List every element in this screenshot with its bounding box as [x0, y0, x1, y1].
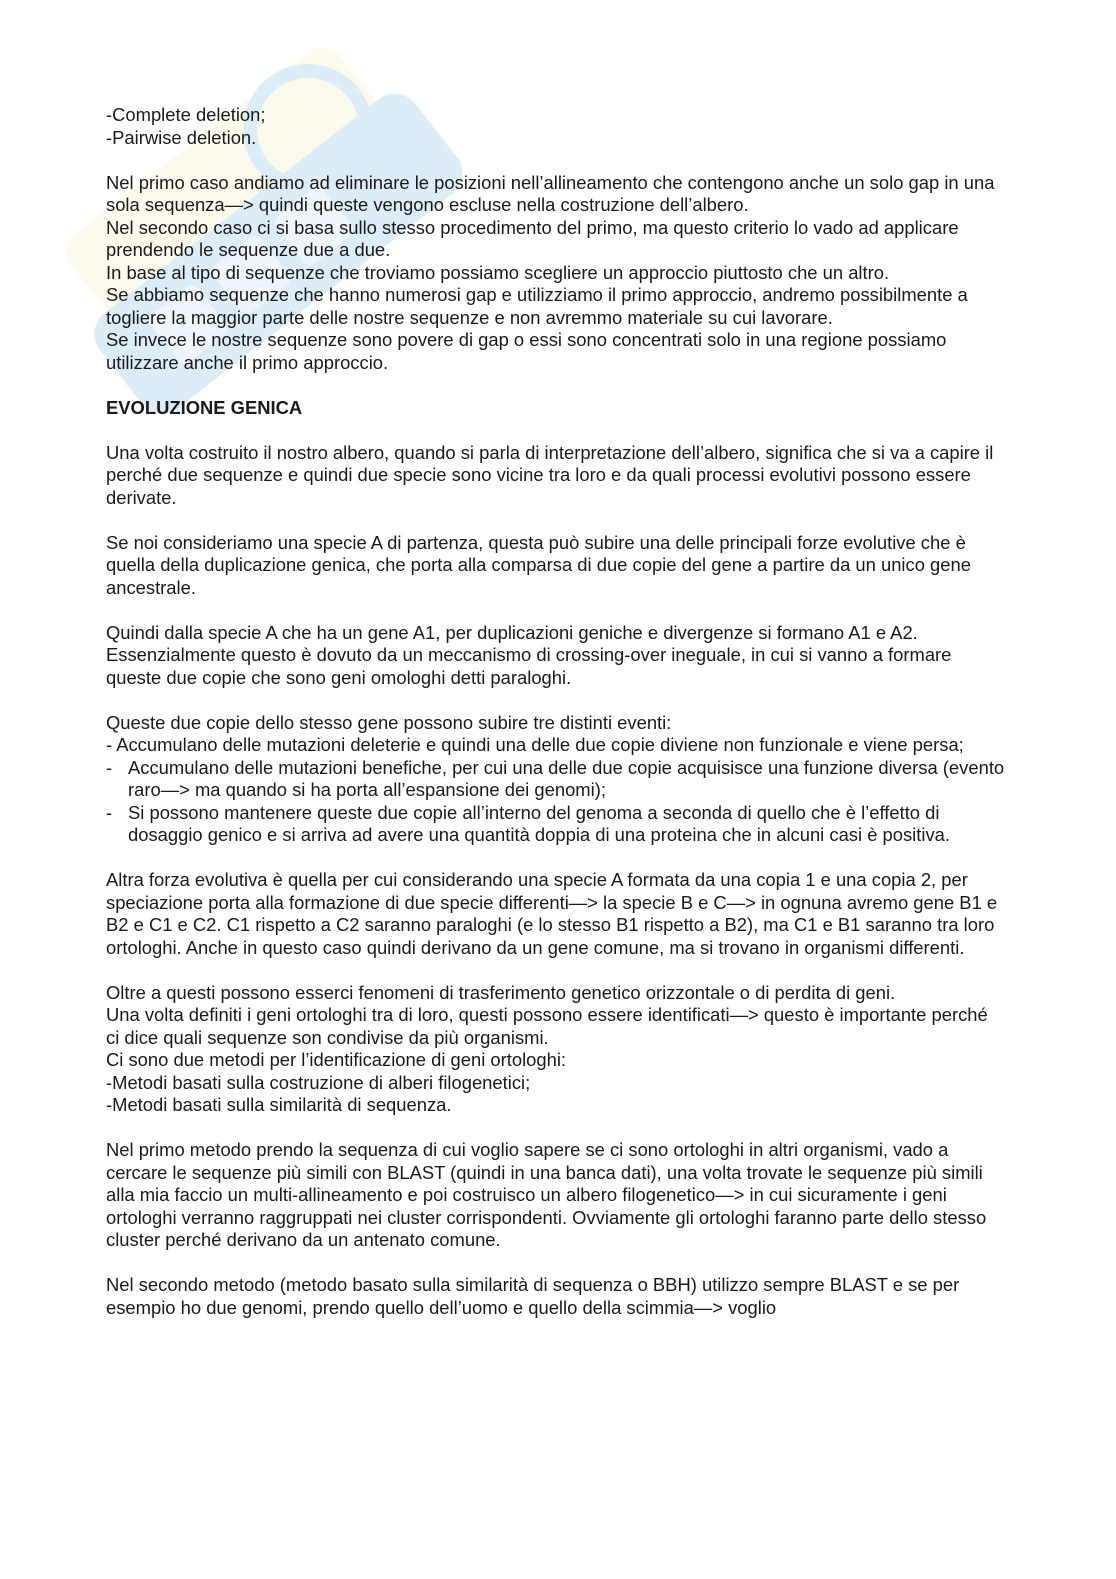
events-intro: Queste due copie dello stesso gene possono subire tre distinti eventi:	[106, 711, 672, 733]
paragraph-events	[106, 712, 1006, 847]
paragraph-speciation: Altra forza evolutiva è quella per cui considerando una specie A formata da una copia 1 e una copia 2, per speciazione porta alla formazione di due specie differenti—> la specie B e C—> in ognuna avremo gene B1 e B2 e C1 e C2. C1 rispetto a C2 saranno paraloghi (e lo stesso B1 rispetto a B2), ma C1 e B1 saranno tra loro ortologhi. Anche in questo caso quindi derivano da un gene comune, ma si trovano in organismi differenti.	[106, 869, 998, 958]
paragraph-duplication: Se noi consideriamo una specie A di partenza, questa può subire una delle principali forze evolutive che è quella della duplicazione genica, che porta alla comparsa di due copie del gene a partire da un unico gene ancestrale.	[106, 531, 971, 598]
paragraph-second-method: Nel secondo metodo (metodo basato sulla similarità di sequenza o BBH) utilizzo sempre BLAST e se per esempio ho due genomi, prendo quello dell’uomo e quello della scimmia—> voglio	[106, 1274, 960, 1318]
para7-line: -Metodi basati sulla similarità di sequenza.	[106, 1094, 452, 1115]
paragraph-interpretation: Una volta costruito il nostro albero, quando si parla di interpretazione dell’albero, significa che si va a capire il perché due sequenze e quindi due specie sono vicine tra loro e da quali processi evolutivi possono essere derivate.	[106, 441, 994, 508]
intro-line-pairwise: -Pairwise deletion.	[106, 126, 257, 148]
paragraph-deletion-methods	[106, 172, 1006, 375]
list-dash: -	[106, 756, 113, 778]
document-body	[106, 104, 1006, 1319]
para1-line: Nel secondo caso ci si basa sullo stesso procedimento del primo, ma questo criterio lo vado ad applicare prendendo le sequenze due a due.	[106, 216, 959, 260]
events-first: - Accumulano delle mutazioni deleterie e quindi una delle due copie diviene non funzionale e viene persa;	[106, 734, 964, 755]
intro-line-complete: -Complete deletion;	[106, 104, 266, 125]
para1-line: Se invece le nostre sequenze sono povere di gap o essi sono concentrati solo in una regione possiamo utilizzare anche il primo approccio.	[106, 329, 947, 373]
list-item	[106, 757, 1006, 802]
para4-line: Essenzialmente questo è dovuto da un meccanismo di crossing-over ineguale, in cui si vanno a formare queste due copie che sono geni omologhi detti paraloghi.	[106, 644, 952, 688]
list-item	[106, 802, 1006, 847]
para7-line: Ci sono due metodi per l’identificazione di geni ortologhi:	[106, 1049, 567, 1070]
section-heading: EVOLUZIONE GENICA	[106, 396, 303, 418]
list-dash: -	[106, 801, 113, 823]
paragraph-first-method: Nel primo metodo prendo la sequenza di cui voglio sapere se ci sono ortologhi in altri organismi, vado a cercare le sequenze più simili con BLAST (quindi in una banca dati), una volta trovate le sequenze più simili alla mia faccio un multi-allineamento e poi costruisco un albero filogenetico—> in cui sicuramente i geni ortologhi verranno raggruppati nei cluster corrispondenti. Ovviamente gli ortologhi faranno parte dello stesso cluster perché derivano da un antenato comune.	[106, 1139, 987, 1250]
para1-line: Se abbiamo sequenze che hanno numerosi gap e utilizziamo il primo approccio, andremo possibilmente a togliere la maggior parte delle nostre sequenze e non avremmo materiale su cui lavorare.	[106, 284, 968, 328]
list-item-text: Si possono mantenere queste due copie all’interno del genoma a seconda di quello che è l’effetto di dosaggio genico e si arriva ad avere una quantità doppia di una proteina che in alcuni casi è positiva.	[128, 801, 950, 845]
para7-line: -Metodi basati sulla costruzione di alberi filogenetici;	[106, 1071, 531, 1093]
para1-line: Nel primo caso andiamo ad eliminare le posizioni nell’allineamento che contengono anche un solo gap in una sola sequenza—> quindi queste vengono escluse nella costruzione dell’albero.	[106, 171, 995, 215]
para7-line: Oltre a questi possono esserci fenomeni di trasferimento genetico orizzontale o di perdita di geni.	[106, 981, 896, 1003]
para7-line: Una volta definiti i geni ortologhi tra di loro, questi possono essere identificati—> questo è importante perché ci dice quali sequenze son condivise da più organismi.	[106, 1004, 988, 1048]
para4-line: Quindi dalla specie A che ha un gene A1, per duplicazioni geniche e divergenze si formano A1 e A2.	[106, 621, 918, 643]
para1-line: In base al tipo di sequenze che troviamo possiamo scegliere un approccio piuttosto che un altro.	[106, 261, 890, 283]
list-item-text: Accumulano delle mutazioni benefiche, per cui una delle due copie acquisisce una funzione diversa (evento raro—> ma quando si ha porta all’espansione dei genomi);	[128, 756, 1005, 800]
paragraph-orthologs	[106, 982, 1006, 1117]
paragraph-paralogs	[106, 622, 1006, 690]
